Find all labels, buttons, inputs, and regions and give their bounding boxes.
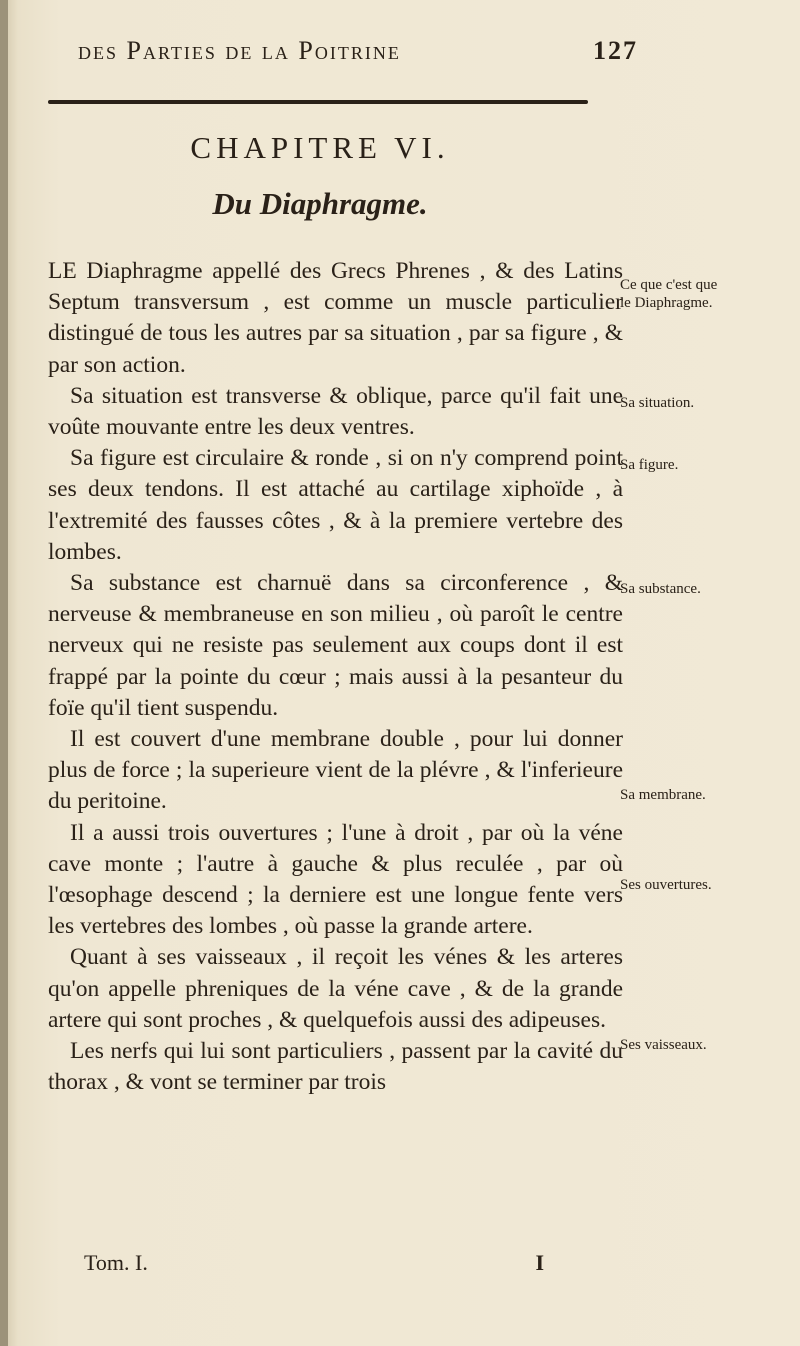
signature-mark: Tom. I.	[84, 1250, 148, 1275]
margin-note-membrane: Sa membrane.	[620, 787, 706, 803]
paragraph-definition: LE Diaphragme appellé des Grecs Phrenes , & des Latins Septum transversum , est comme un muscle particulier distingué de tous les autres par sa situation , par sa figure , & par son action.	[48, 258, 623, 378]
paragraph-figure: Sa figure est circulaire & ronde , si on n'y comprend point ses deux tendons. Il est attaché au cartilage xiphoïde , à l'extremité des fausses côtes , & à la premiere vertebre des lombes.	[48, 445, 623, 565]
page-footer	[84, 1250, 544, 1280]
paragraph-substance: Sa substance est charnuë dans sa circonference , & nerveuse & membraneuse en son milieu , où paroît le centre nerveux qui ne resiste pas seulement aux coups dont il est frappé par la pointe du cœur ; mais aussi à la pesanteur du foïe qu'il tient suspendu.	[48, 570, 623, 721]
running-head	[78, 36, 638, 76]
chapter-title: CHAPITRE VI.	[190, 130, 450, 165]
paragraph-openings: Il a aussi trois ouvertures ; l'une à droit , par où la véne cave monte ; l'autre à gauche & plus reculée , par où l'œsophage descend ; la derniere est une longue fente vers les vertebres des lombes , où passe la grande artere.	[48, 819, 623, 940]
margin-note-figure: Sa figure.	[620, 457, 679, 473]
body-text	[48, 256, 623, 1098]
paragraph-situation: Sa situation est transverse & oblique, parce qu'il fait une voûte mouvante entre les deux ventres.	[48, 382, 623, 441]
chapter-subtitle: Du Diaphragme.	[212, 186, 428, 221]
margin-note-substance: Sa substance.	[620, 581, 701, 597]
paragraph-nerves: Les nerfs qui lui sont particuliers , passent par la cavité du thorax , & vont se terminer par trois	[48, 1038, 623, 1096]
margin-note-definition: Ce que c'est que le Diaphragme.	[620, 277, 718, 311]
header-rule	[48, 100, 588, 104]
paragraph-vessels: Quant à ses vaisseaux , il reçoit les vénes & les arteres qu'on appelle phreniques de la véne cave , & de la grande artere qui sont proches , & quelquefois aussi des adipeuses.	[48, 944, 623, 1033]
page-number: 127	[593, 36, 638, 65]
margin-note-vessels: Ses vaisseaux.	[620, 1037, 707, 1053]
margin-note-situation: Sa situation.	[620, 395, 695, 411]
margin-note-openings: Ses ouvertures.	[620, 877, 712, 893]
catchword: I	[535, 1250, 544, 1275]
running-title: des Parties de la Poitrine	[78, 36, 401, 65]
paragraph-membrane: Il est couvert d'une membrane double , pour lui donner plus de force ; la superieure vient de la plévre , & l'inferieure du peritoine.	[48, 726, 623, 815]
